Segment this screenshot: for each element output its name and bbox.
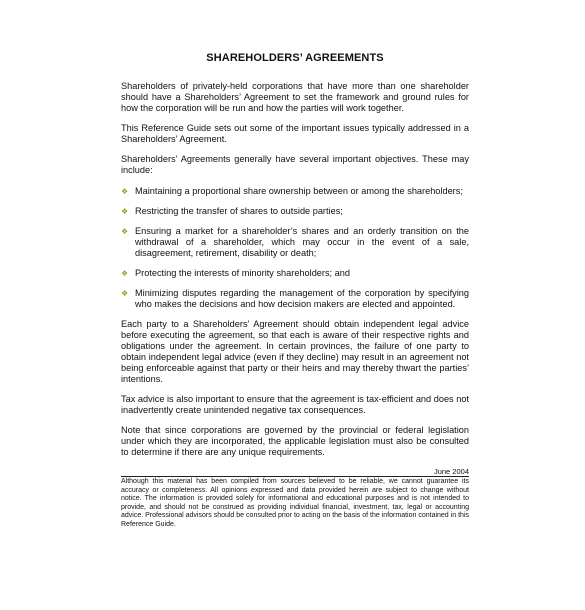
list-item-text: Restricting the transfer of shares to outside parties;: [135, 206, 343, 216]
legislation-paragraph: Note that since corporations are governed by the provincial or federal legislation under which they are incorporated, the applicable legislation must also be consulted to determine if there are any unique requirements.: [121, 425, 469, 457]
list-item-text: Minimizing disputes regarding the management of the corporation by specifying who makes the decisions and how decision makers are elected and appointed.: [135, 288, 469, 309]
disclaimer-text: Although this material has been compiled from sources believed to be reliable, we cannot guarantee its accuracy or completeness. All opinions expressed and data provided herein are subject to change without notice. The information is provided solely for informational and educational purposes and is not intended to provide, and should not be construed as providing individual financial, investment, tax, legal or accounting advice. Professional advisors should be consulted prior to acting on the basis of the information contained in this Reference Guide.: [121, 478, 469, 528]
legal-advice-paragraph: Each party to a Shareholders’ Agreement should obtain independent legal advice before executing the agreement, so that each is aware of their respective rights and obligations under the agreement. In certain provinces, the failure of one party to obtain independent legal advice (even if they decline) may result in an agreement not being enforceable against that party or their heirs and may thereby thwart the parties’ intentions.: [121, 319, 469, 384]
list-item: [121, 226, 469, 259]
tax-advice-paragraph: Tax advice is also important to ensure that the agreement is tax-efficient and does not inadvertently create unintended negative tax consequences.: [121, 394, 469, 415]
list-item-text: Protecting the interests of minority shareholders; and: [135, 268, 350, 278]
list-item-text: Maintaining a proportional share ownership between or among the shareholders;: [135, 186, 463, 196]
footer-divider: [121, 476, 469, 477]
diamond-bullet-icon: ❖: [121, 269, 129, 278]
objectives-paragraph: Shareholders’ Agreements generally have several important objectives. These may include:: [121, 154, 469, 175]
diamond-bullet-icon: ❖: [121, 187, 129, 196]
document-body: [121, 52, 469, 530]
list-item: [121, 268, 469, 279]
reference-guide-paragraph: This Reference Guide sets out some of the important issues typically addressed in a Shareholders’ Agreement.: [121, 123, 469, 144]
diamond-bullet-icon: ❖: [121, 227, 129, 236]
list-item: [121, 186, 469, 197]
document-title: SHAREHOLDERS’ AGREEMENTS: [206, 52, 384, 64]
list-item-text: Ensuring a market for a shareholder’s shares and an orderly transition on the withdrawal of a shareholder, which may occur in the event of a sale, disagreement, retirement, disability or death;: [135, 226, 469, 258]
list-item: [121, 288, 469, 310]
document-date: June 2004: [433, 467, 469, 476]
intro-paragraph: Shareholders of privately-held corporations that have more than one shareholder should have a Shareholders’ Agreement to set the framework and ground rules for how the corporation will be run and how the parties will work together.: [121, 81, 469, 113]
diamond-bullet-icon: ❖: [121, 289, 129, 298]
list-item: [121, 206, 469, 217]
diamond-bullet-icon: ❖: [121, 207, 129, 216]
objectives-list: [121, 186, 469, 310]
